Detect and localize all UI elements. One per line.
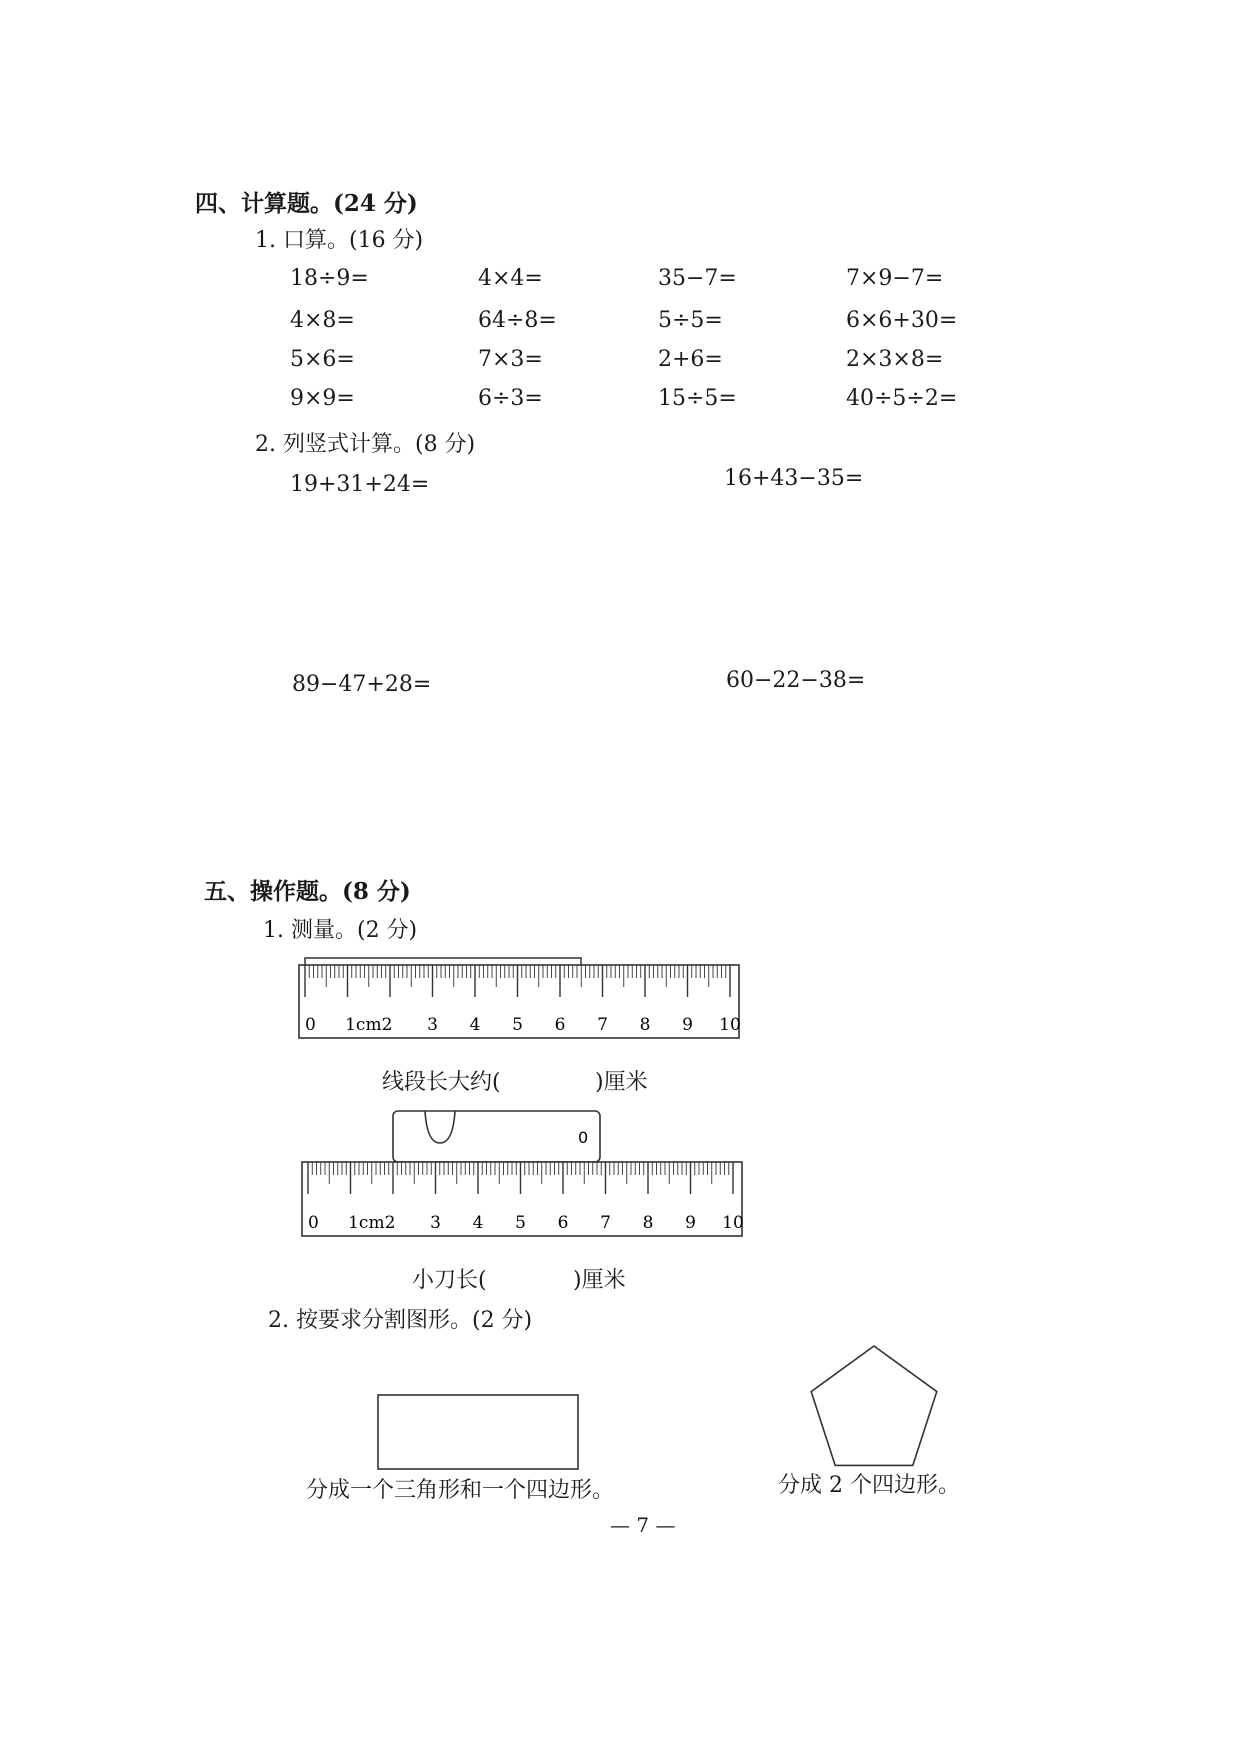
ruler-label: 9 xyxy=(682,1015,693,1035)
oral-calc-item: 4×4= xyxy=(478,266,543,291)
ruler-label: 4 xyxy=(469,1015,481,1035)
line-segment xyxy=(305,958,581,965)
vertical-calc-item: 19+31+24= xyxy=(290,472,430,497)
ruler-label: 1cm2 xyxy=(345,1015,393,1035)
ruler-label: 0 xyxy=(308,1213,319,1233)
oral-calc-item: 5÷5= xyxy=(658,308,723,333)
ruler-label: 0 xyxy=(305,1015,316,1035)
oral-calc-item: 7×9−7= xyxy=(846,266,944,291)
oral-calc-item: 6÷3= xyxy=(478,386,543,411)
q1-title: 1. 口算。(16 分) xyxy=(255,228,424,253)
oral-calc-item: 6×6+30= xyxy=(846,308,958,333)
oral-calc-item: 35−7= xyxy=(658,266,737,291)
oral-calc-item: 18÷9= xyxy=(290,266,369,291)
segment-prompt-right: )厘米 xyxy=(595,1070,648,1095)
oral-calc-item: 40÷5÷2= xyxy=(846,386,958,411)
rectangle-caption: 分成一个三角形和一个四边形。 xyxy=(306,1478,615,1503)
ruler-2 xyxy=(302,1162,744,1236)
knife-prompt-right: )厘米 xyxy=(573,1268,626,1293)
oral-calc-item: 5×6= xyxy=(290,347,355,372)
page-number: — 7 — xyxy=(610,1513,676,1537)
ruler-label: 5 xyxy=(512,1015,523,1035)
vertical-calc-item: 60−22−38= xyxy=(726,668,866,693)
ruler-label: 1cm2 xyxy=(348,1213,396,1233)
section-4-heading: 四、计算题。(24 分) xyxy=(195,190,418,217)
ruler-label: 8 xyxy=(642,1213,654,1233)
ruler-label: 10 xyxy=(719,1015,741,1035)
pentagon-shape xyxy=(811,1346,937,1465)
ruler-label: 7 xyxy=(597,1015,608,1035)
vertical-calc-item: 89−47+28= xyxy=(292,672,432,697)
oral-calc-item: 7×3= xyxy=(478,347,543,372)
oral-calc-item: 2+6= xyxy=(658,347,723,372)
segment-prompt-left: 线段长大约( xyxy=(382,1070,501,1095)
ruler-label: 10 xyxy=(722,1213,744,1233)
knife-label: 0 xyxy=(578,1128,589,1147)
ruler-label: 3 xyxy=(430,1213,441,1233)
oral-calc-item: 2×3×8= xyxy=(846,347,944,372)
ruler-label: 8 xyxy=(639,1015,651,1035)
oral-calc-item: 64÷8= xyxy=(478,308,557,333)
oral-calc-item: 15÷5= xyxy=(658,386,737,411)
ruler-label: 5 xyxy=(515,1213,526,1233)
pentagon-caption: 分成 2 个四边形。 xyxy=(778,1473,960,1498)
ruler-label: 6 xyxy=(554,1015,566,1035)
ruler-label: 4 xyxy=(472,1213,484,1233)
q2-title: 2. 列竖式计算。(8 分) xyxy=(255,432,476,457)
vertical-calc-item: 16+43−35= xyxy=(724,466,864,491)
ruler-label: 3 xyxy=(427,1015,438,1035)
section-5-heading: 五、操作题。(8 分) xyxy=(204,878,411,905)
knife xyxy=(393,1111,600,1162)
ruler-label: 9 xyxy=(685,1213,696,1233)
ruler-1 xyxy=(299,965,741,1038)
knife-prompt-left: 小刀长( xyxy=(412,1268,487,1293)
rectangle-shape xyxy=(378,1395,578,1469)
ruler-label: 7 xyxy=(600,1213,611,1233)
measure-title: 1. 测量。(2 分) xyxy=(263,918,418,943)
divide-shapes-title: 2. 按要求分割图形。(2 分) xyxy=(268,1308,533,1333)
oral-calc-item: 4×8= xyxy=(290,308,355,333)
oral-calc-item: 9×9= xyxy=(290,386,355,411)
ruler-label: 6 xyxy=(557,1213,569,1233)
